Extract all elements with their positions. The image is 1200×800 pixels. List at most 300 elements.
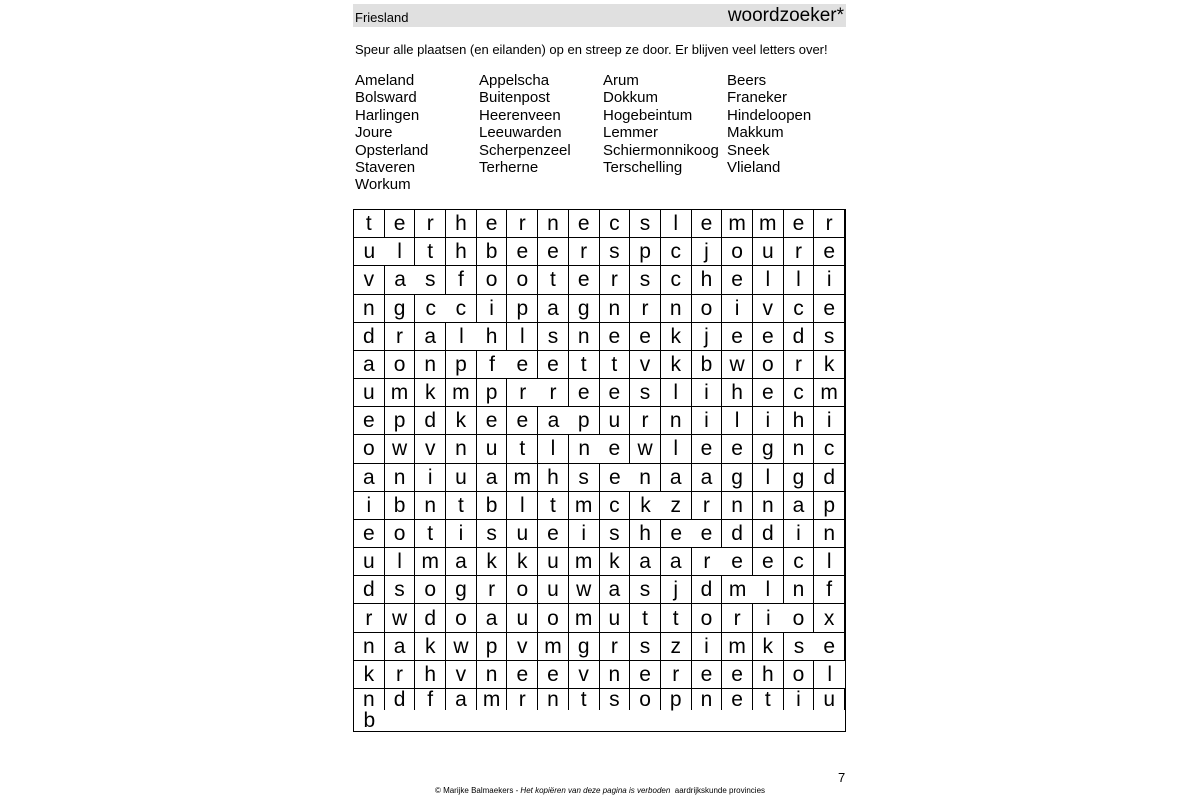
grid-cell[interactable]: n [661,295,692,323]
grid-cell[interactable]: t [415,238,446,266]
grid-cell[interactable]: a [477,464,508,492]
grid-cell[interactable]: e [722,689,753,710]
grid-cell[interactable]: c [661,266,692,294]
grid-cell[interactable]: e [753,323,784,351]
grid-cell[interactable]: r [722,604,753,632]
grid-cell[interactable]: k [600,548,631,576]
grid-cell[interactable]: m [385,379,416,407]
page-title: woordzoeker* [727,5,844,26]
grid-cell[interactable]: a [538,295,569,323]
grid-cell[interactable]: i [753,407,784,435]
grid-cell[interactable]: e [600,435,631,463]
grid-cell[interactable]: k [630,492,661,520]
grid-cell[interactable]: u [753,238,784,266]
word-list-item: Leeuwarden [479,124,562,142]
grid-cell[interactable]: e [722,661,753,689]
grid-cell[interactable]: u [538,576,569,604]
grid-cell[interactable]: d [354,323,385,351]
grid-cell[interactable]: r [784,351,815,379]
grid-cell[interactable]: d [753,520,784,548]
grid-cell[interactable]: e [477,210,508,238]
grid-cell[interactable]: i [784,520,815,548]
grid-cell[interactable]: t [569,351,600,379]
grid-cell[interactable]: c [814,435,845,463]
grid-cell[interactable]: m [722,576,753,604]
grid-cell[interactable]: u [814,689,845,710]
grid-cell[interactable]: a [354,351,385,379]
grid-cell[interactable]: g [385,295,416,323]
grid-cell[interactable]: e [630,323,661,351]
grid-cell[interactable]: l [507,323,538,351]
grid-cell[interactable]: w [385,604,416,632]
grid-cell[interactable]: l [784,266,815,294]
grid-cell[interactable]: e [354,407,385,435]
grid-cell[interactable]: m [446,379,477,407]
grid-cell[interactable]: o [753,351,784,379]
grid-cell[interactable]: p [661,689,692,710]
grid-cell[interactable]: u [600,604,631,632]
grid-cell[interactable]: p [477,379,508,407]
grid-cell[interactable]: k [661,351,692,379]
grid-cell[interactable]: e [814,295,845,323]
grid-cell[interactable]: u [538,548,569,576]
grid-cell[interactable]: i [692,407,723,435]
grid-cell[interactable]: c [600,210,631,238]
grid-cell[interactable]: e [507,238,538,266]
grid-cell[interactable]: r [569,238,600,266]
grid-cell[interactable]: o [385,520,416,548]
word-list-item: Heerenveen [479,106,561,124]
grid-cell[interactable]: e [692,210,723,238]
grid-cell[interactable]: e [507,351,538,379]
grid-cell[interactable]: e [507,661,538,689]
word-list [355,72,851,194]
grid-cell[interactable]: s [538,323,569,351]
grid-cell[interactable]: h [753,661,784,689]
grid-cell[interactable]: r [385,323,416,351]
grid-cell[interactable]: e [692,435,723,463]
grid-cell[interactable]: t [538,266,569,294]
grid-cell[interactable]: r [507,689,538,710]
word-list-item: Opsterland [355,141,429,159]
footer-series: aardrijkskunde provincies [674,786,766,795]
grid-cell[interactable]: a [661,548,692,576]
grid-cell[interactable]: n [600,661,631,689]
grid-cell[interactable]: e [661,520,692,548]
grid-cell[interactable]: c [415,295,446,323]
grid-cell[interactable]: a [630,548,661,576]
grid-cell[interactable]: e [477,407,508,435]
grid-cell[interactable]: l [507,492,538,520]
grid-cell[interactable]: d [354,576,385,604]
grid-cell[interactable]: n [630,464,661,492]
grid-cell[interactable]: l [753,576,784,604]
grid-cell[interactable]: u [354,548,385,576]
grid-cell[interactable]: t [354,210,385,238]
grid-cell[interactable]: r [385,661,416,689]
grid-cell[interactable]: c [784,295,815,323]
grid-cell[interactable]: o [446,604,477,632]
grid-cell[interactable]: e [722,435,753,463]
grid-cell[interactable]: g [753,435,784,463]
grid-cell[interactable]: e [722,548,753,576]
grid-cell[interactable]: o [630,689,661,710]
grid-cell[interactable]: c [446,295,477,323]
grid-cell[interactable]: n [415,351,446,379]
grid-cell[interactable]: m [814,379,845,407]
grid-cell[interactable]: f [415,689,446,710]
grid-cell[interactable]: i [692,633,723,661]
grid-cell[interactable]: z [661,633,692,661]
grid-cell[interactable]: s [415,266,446,294]
grid-cell[interactable]: l [722,407,753,435]
footer-copyright: © Marijke Balmaekers [434,786,514,795]
grid-cell[interactable]: a [446,548,477,576]
grid-cell[interactable]: r [507,379,538,407]
grid-cell[interactable]: t [569,689,600,710]
grid-cell[interactable]: u [354,238,385,266]
grid-cell[interactable]: o [692,295,723,323]
grid-cell[interactable]: h [446,210,477,238]
grid-cell[interactable]: e [692,661,723,689]
grid-cell[interactable]: n [784,576,815,604]
grid-cell[interactable]: r [354,604,385,632]
grid-cell[interactable]: k [753,633,784,661]
grid-cell[interactable]: e [722,266,753,294]
grid-cell[interactable]: h [415,661,446,689]
grid-cell[interactable]: r [784,238,815,266]
grid-cell[interactable]: m [753,210,784,238]
grid-cell[interactable]: a [477,604,508,632]
grid-cell[interactable]: i [722,295,753,323]
grid-cell[interactable]: m [569,548,600,576]
grid-cell[interactable]: u [477,435,508,463]
grid-cell[interactable]: w [630,435,661,463]
grid-cell[interactable]: o [415,576,446,604]
grid-cell[interactable]: i [415,464,446,492]
grid-cell[interactable]: r [814,210,845,238]
grid-cell[interactable]: r [600,266,631,294]
grid-cell[interactable]: a [692,464,723,492]
grid-cell[interactable]: o [385,351,416,379]
grid-cell[interactable]: c [600,492,631,520]
grid-cell[interactable]: n [569,323,600,351]
grid-cell[interactable]: a [661,464,692,492]
grid-cell[interactable]: t [661,604,692,632]
grid-cell[interactable]: s [600,520,631,548]
grid-cell[interactable]: s [385,576,416,604]
grid-cell[interactable]: t [600,351,631,379]
grid-cell[interactable]: n [569,435,600,463]
grid-cell[interactable]: i [814,266,845,294]
grid-cell[interactable]: l [814,661,845,689]
grid-cell[interactable]: v [354,266,385,294]
grid-cell[interactable]: g [569,633,600,661]
grid-cell[interactable]: m [507,464,538,492]
grid-cell[interactable]: n [784,435,815,463]
grid-cell[interactable]: l [538,435,569,463]
grid-cell[interactable]: n [354,689,385,710]
grid-cell[interactable]: n [354,295,385,323]
grid-cell[interactable]: e [692,520,723,548]
grid-cell[interactable]: d [814,464,845,492]
grid-cell[interactable]: v [630,351,661,379]
grid-cell[interactable]: p [446,351,477,379]
grid-cell[interactable]: v [569,661,600,689]
grid-cell[interactable]: t [446,492,477,520]
grid-cell[interactable]: e [569,379,600,407]
grid-cell[interactable]: v [753,295,784,323]
grid-cell[interactable]: o [784,604,815,632]
grid-cell[interactable]: b [477,238,508,266]
grid-cell[interactable]: l [814,548,845,576]
grid-cell[interactable]: i [784,689,815,710]
grid-cell[interactable]: u [507,520,538,548]
grid-cell[interactable]: s [630,379,661,407]
grid-cell[interactable]: e [538,238,569,266]
grid-cell[interactable]: i [477,295,508,323]
grid-cell[interactable]: e [538,351,569,379]
grid-cell[interactable]: p [569,407,600,435]
grid-cell[interactable]: d [692,576,723,604]
grid-cell[interactable]: j [661,576,692,604]
region-label: Friesland [355,10,409,25]
grid-cell[interactable]: b [477,492,508,520]
grid-cell[interactable]: g [784,464,815,492]
grid-cell[interactable]: n [415,492,446,520]
grid-cell[interactable]: e [784,210,815,238]
grid-cell[interactable]: e [814,238,845,266]
grid-cell[interactable]: e [722,323,753,351]
grid-cell[interactable]: d [415,604,446,632]
grid-cell[interactable]: e [385,210,416,238]
grid-cell[interactable]: n [538,689,569,710]
grid-cell[interactable]: e [814,633,845,661]
grid-cell[interactable]: u [507,604,538,632]
grid-cell[interactable]: l [753,464,784,492]
grid-cell[interactable]: h [477,323,508,351]
grid-cell[interactable]: r [692,548,723,576]
grid-cell[interactable]: m [722,210,753,238]
grid-cell[interactable]: v [446,661,477,689]
grid-cell[interactable]: l [661,379,692,407]
grid-cell[interactable]: k [415,633,446,661]
grid-cell[interactable]: e [600,464,631,492]
grid-cell[interactable]: m [569,604,600,632]
grid-cell[interactable]: v [507,633,538,661]
grid-cell[interactable]: w [446,633,477,661]
grid-cell[interactable]: c [784,379,815,407]
grid-cell[interactable]: e [507,407,538,435]
grid-cell[interactable]: n [538,210,569,238]
grid-cell[interactable]: r [477,576,508,604]
grid-cell[interactable]: a [784,492,815,520]
grid-cell[interactable]: e [569,266,600,294]
grid-cell[interactable]: t [753,689,784,710]
grid-cell[interactable]: o [538,604,569,632]
grid-cell[interactable]: t [415,520,446,548]
grid-cell[interactable]: r [630,295,661,323]
grid-cell[interactable]: r [661,661,692,689]
grid-cell[interactable]: s [600,238,631,266]
grid-cell[interactable]: a [600,576,631,604]
grid-cell[interactable]: s [630,210,661,238]
grid-cell[interactable]: d [784,323,815,351]
grid-cell[interactable]: h [446,238,477,266]
grid-cell[interactable]: m [722,633,753,661]
grid-cell[interactable]: v [415,435,446,463]
grid-cell[interactable]: l [446,323,477,351]
grid-cell[interactable]: k [661,323,692,351]
grid-cell[interactable]: b [692,351,723,379]
grid-cell[interactable]: n [722,492,753,520]
grid-cell[interactable]: e [753,379,784,407]
grid-cell[interactable]: k [507,548,538,576]
grid-cell[interactable]: e [753,548,784,576]
grid-cell[interactable]: r [692,492,723,520]
grid-cell[interactable]: o [507,266,538,294]
grid-cell[interactable]: x [814,604,845,632]
grid-cell[interactable]: g [446,576,477,604]
grid-cell[interactable]: f [814,576,845,604]
grid-cell[interactable]: w [722,351,753,379]
word-list-item: Scherpenzeel [479,141,571,159]
footer [0,786,1200,795]
grid-cell[interactable]: a [538,407,569,435]
grid-cell[interactable]: j [692,238,723,266]
grid-cell[interactable]: m [415,548,446,576]
grid-cell[interactable]: a [385,266,416,294]
grid-cell[interactable]: k [814,351,845,379]
grid-cell[interactable]: o [507,576,538,604]
grid-cell[interactable]: o [722,238,753,266]
grid-cell[interactable]: p [507,295,538,323]
grid-cell[interactable]: s [814,323,845,351]
grid-cell[interactable]: t [507,435,538,463]
grid-cell[interactable]: h [784,407,815,435]
grid-cell[interactable]: n [446,435,477,463]
grid-cell[interactable]: e [354,520,385,548]
grid-cell[interactable]: r [538,379,569,407]
grid-cell[interactable]: e [630,661,661,689]
grid-cell[interactable]: f [477,351,508,379]
grid-cell[interactable]: a [446,689,477,710]
grid-cell[interactable]: l [385,548,416,576]
grid-cell[interactable]: u [354,379,385,407]
grid-cell[interactable]: n [477,661,508,689]
grid-cell[interactable]: n [354,633,385,661]
grid-cell[interactable]: a [415,323,446,351]
grid-cell[interactable]: i [569,520,600,548]
grid-cell[interactable]: z [661,492,692,520]
grid-cell[interactable]: w [569,576,600,604]
grid-cell[interactable]: l [661,210,692,238]
grid-cell[interactable]: h [630,520,661,548]
grid-cell[interactable]: n [600,295,631,323]
grid-cell[interactable]: r [507,210,538,238]
grid-cell[interactable]: i [753,604,784,632]
grid-cell[interactable]: s [600,689,631,710]
grid-cell[interactable]: a [354,464,385,492]
word-list-item: Terschelling [603,158,683,176]
grid-cell[interactable]: i [692,379,723,407]
grid-cell[interactable]: r [415,210,446,238]
grid-cell[interactable]: r [630,407,661,435]
grid-cell[interactable]: n [385,464,416,492]
grid-cell[interactable]: o [692,604,723,632]
grid-cell[interactable]: l [661,435,692,463]
grid-cell[interactable]: s [477,520,508,548]
grid-cell[interactable]: c [784,548,815,576]
grid-cell[interactable]: d [385,689,416,710]
grid-cell[interactable]: e [600,323,631,351]
grid-cell[interactable]: o [354,435,385,463]
grid-cell[interactable]: i [814,407,845,435]
grid-cell[interactable]: o [477,266,508,294]
grid-cell[interactable]: k [415,379,446,407]
grid-cell[interactable]: e [538,520,569,548]
grid-cell[interactable]: p [477,633,508,661]
grid-cell[interactable]: k [477,548,508,576]
grid-cell[interactable]: b [385,492,416,520]
grid-cell[interactable]: e [600,379,631,407]
grid-cell[interactable]: k [354,661,385,689]
grid-cell[interactable]: m [569,492,600,520]
grid-cell[interactable]: h [722,379,753,407]
grid-cell[interactable]: c [661,238,692,266]
grid-cell[interactable]: m [538,633,569,661]
grid-cell[interactable]: s [630,576,661,604]
grid-cell[interactable]: h [538,464,569,492]
grid-cell[interactable]: s [569,464,600,492]
grid-cell[interactable]: s [630,266,661,294]
grid-cell[interactable]: s [630,633,661,661]
grid-cell[interactable]: p [814,492,845,520]
grid-cell[interactable]: d [722,520,753,548]
grid-cell[interactable]: j [692,323,723,351]
grid-cell[interactable]: t [538,492,569,520]
grid-cell[interactable]: n [814,520,845,548]
grid-cell[interactable]: n [692,689,723,710]
grid-cell[interactable]: d [415,407,446,435]
grid-cell[interactable]: s [784,633,815,661]
grid-cell[interactable]: h [692,266,723,294]
grid-cell[interactable]: e [538,661,569,689]
grid-cell[interactable]: f [446,266,477,294]
grid-cell[interactable]: w [385,435,416,463]
grid-cell[interactable]: n [753,492,784,520]
grid-cell[interactable]: a [385,633,416,661]
grid-cell[interactable]: n [661,407,692,435]
grid-cell[interactable]: p [385,407,416,435]
grid-cell[interactable]: i [446,520,477,548]
grid-cell[interactable]: b [363,708,376,732]
grid-cell[interactable]: t [630,604,661,632]
grid-cell[interactable]: r [600,633,631,661]
grid-cell[interactable]: i [354,492,385,520]
grid-cell[interactable]: m [477,689,508,710]
grid-cell[interactable]: g [722,464,753,492]
grid-cell[interactable]: k [446,407,477,435]
grid-cell[interactable]: u [446,464,477,492]
grid-cell[interactable]: l [385,238,416,266]
grid-cell[interactable]: o [784,661,815,689]
grid-cell[interactable]: p [630,238,661,266]
grid-cell[interactable]: l [753,266,784,294]
grid-cell[interactable]: e [569,210,600,238]
grid-cell[interactable]: g [569,295,600,323]
grid-cell[interactable]: u [600,407,631,435]
